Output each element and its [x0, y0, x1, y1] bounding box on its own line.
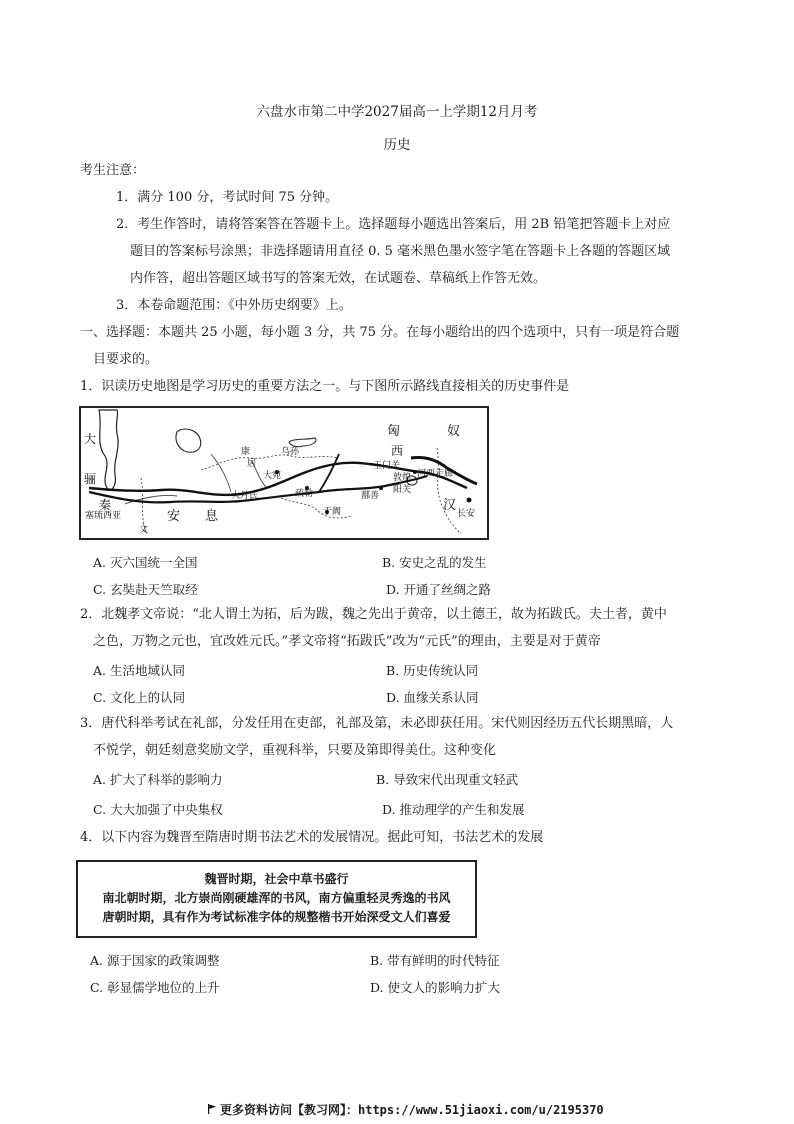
q2-option-c[interactable]: C. 文化上的认同 [93, 690, 186, 705]
footer-link[interactable] [208, 1101, 604, 1118]
exam-title: 六盘水市第二中学2027届高一上学期12月月考 [256, 104, 538, 120]
map-label-an: 安 [167, 509, 181, 524]
map-label-shanshan: 鄯善 [361, 491, 380, 501]
exam-subject: 历史 [383, 137, 411, 153]
map-dot-shanshan [379, 486, 383, 490]
q1-option-d[interactable]: D. 开通了丝绸之路 [386, 582, 492, 597]
notice-item-2-line-1: 2．考生作答时，请将答案答在答题卡上。选择题每小题选出答案后，用 2B 铅笔把答题卡上对应 [116, 217, 671, 232]
question-3-stem-line-2: 不悦学，朝廷刻意奖励文学，重视科举，只要及第即得美仕。这种变化 [93, 743, 497, 758]
map-lake-caspian [99, 410, 118, 490]
map-label-yumenguan: 玉门关 [373, 461, 401, 471]
silk-road-map [79, 406, 489, 540]
map-border-4 [437, 448, 461, 534]
map-label-xi: 息 [205, 509, 219, 524]
q2-option-b[interactable]: B. 历史传统认同 [386, 663, 479, 678]
q4-option-a[interactable]: A. 源于国家的政策调整 [90, 953, 220, 968]
map-label-dunhuang: 敦煌 [393, 473, 412, 483]
section-heading-line-1: 一、选择题：本题共 25 小题，每小题 3 分，共 75 分。在每小题给出的四个选项中，只有一项是符合题 [80, 325, 680, 340]
notice-item-3: 3．本卷命题范围：《中外历史纲要》上。 [116, 298, 352, 313]
map-label-hexi: 河西走廊 [417, 469, 454, 479]
notice-item-2-line-3: 内作答，超出答题区域书写的答案无效，在试题卷、草稿纸上作答无效。 [130, 271, 547, 286]
map-route-branch [319, 454, 339, 492]
map-label-changan: 长安 [457, 509, 476, 519]
map-label-qin: 秦 [99, 498, 112, 512]
map-label-yangguan: 阳关 [393, 485, 412, 495]
map-label-shule: 疏勒 [295, 489, 314, 499]
map-label-yutian: 于阗 [323, 507, 342, 517]
calligraphy-info-box [76, 860, 477, 938]
map-river-1 [211, 454, 231, 492]
map-label-jiaozhou: 塞琉西亚 [85, 511, 122, 521]
notice-item-2-line-2: 题目的答案标号涂黑；非选择题请用直径 0. 5 毫米黑色墨水签字笔在答题卡上各题的答题区域 [130, 244, 671, 259]
map-label-han: 汉 [443, 498, 457, 513]
box-line-3: 唐朝时期，具有作为考试标准字体的规整楷书开始深受文人们喜爱 [102, 910, 451, 924]
q4-option-b[interactable]: B. 带有鲜明的时代特征 [370, 953, 500, 968]
q1-option-a[interactable]: A. 灭六国统一全国 [93, 555, 198, 570]
map-dot-changan [467, 498, 472, 503]
map-label-da: 大 [84, 432, 97, 446]
q3-option-d[interactable]: D. 推动理学的产生和发展 [382, 802, 525, 817]
q1-option-c[interactable]: C. 玄奘赴天竺取经 [93, 582, 198, 597]
map-label-nu: 奴 [447, 424, 461, 439]
map-label-ju: 居 [247, 459, 257, 469]
q4-option-d[interactable]: D. 使文人的影响力扩大 [370, 980, 501, 995]
box-line-2: 南北朝时期，北方崇尚刚硬雄浑的书风，南方偏重轻灵秀逸的书风 [102, 891, 451, 905]
map-label-xiong: 匈 [387, 424, 401, 439]
question-1-stem: 1．识读历史地图是学习历史的重要方法之一。与下图所示路线直接相关的历史事件是 [80, 379, 570, 394]
section-heading-line-2: 目要求的。 [93, 352, 159, 367]
map-label-wen: 文 [139, 525, 149, 535]
q3-option-a[interactable]: A. 扩大了科举的影响力 [93, 772, 223, 787]
map-label-dawan: 大宛 [263, 471, 282, 481]
q3-option-c[interactable]: C. 大大加强了中央集权 [93, 802, 223, 817]
map-label-dayuezhi: 大月氏 [231, 491, 259, 501]
box-line-1: 魏晋时期，社会中草书盛行 [204, 872, 349, 886]
flag-icon [208, 1103, 216, 1112]
map-lake-aral [176, 429, 201, 452]
map-label-wusun: 乌孙 [281, 447, 300, 457]
q2-option-d[interactable]: D. 血缘关系认同 [386, 690, 479, 705]
q4-option-c[interactable]: C. 彰显儒学地位的上升 [90, 980, 220, 995]
map-label-lixian: 骊 [84, 472, 97, 486]
map-label-kang: 康 [241, 447, 251, 457]
q1-option-b[interactable]: B. 安史之乱的发生 [382, 555, 487, 570]
map-label-xi2: 西 [391, 444, 404, 458]
notice-heading: 考生注意： [80, 163, 146, 178]
q2-option-a[interactable]: A. 生活地域认同 [93, 663, 185, 678]
question-3-stem-line-1: 3．唐代科举考试在礼部，分发任用在吏部，礼部及第，未必即获任用。宋代则因经历五代长期黑暗，人 [80, 716, 674, 731]
q3-option-b[interactable]: B. 导致宋代出现重文轻武 [376, 772, 519, 787]
notice-item-1: 1．满分 100 分，考试时间 75 分钟。 [116, 190, 339, 205]
question-4-stem: 4．以下内容为魏晋至隋唐时期书法艺术的发展情况。据此可知，书法艺术的发展 [80, 830, 544, 845]
question-2-stem-line-2: 之色，万物之元也，宜改姓元氏。”孝文帝将“拓跋氏”改为“元氏”的理由，主要是对于黄帝 [93, 634, 601, 649]
question-2-stem-line-1: 2．北魏孝文帝说：“北人谓土为拓，后为跋，魏之先出于黄帝，以土德王，故为拓跋氏。夫土者，黄中 [80, 607, 667, 622]
footer-text: 更多资料访问【教习网】：https://www.51jiaoxi.com/u/2195370 [220, 1103, 604, 1117]
